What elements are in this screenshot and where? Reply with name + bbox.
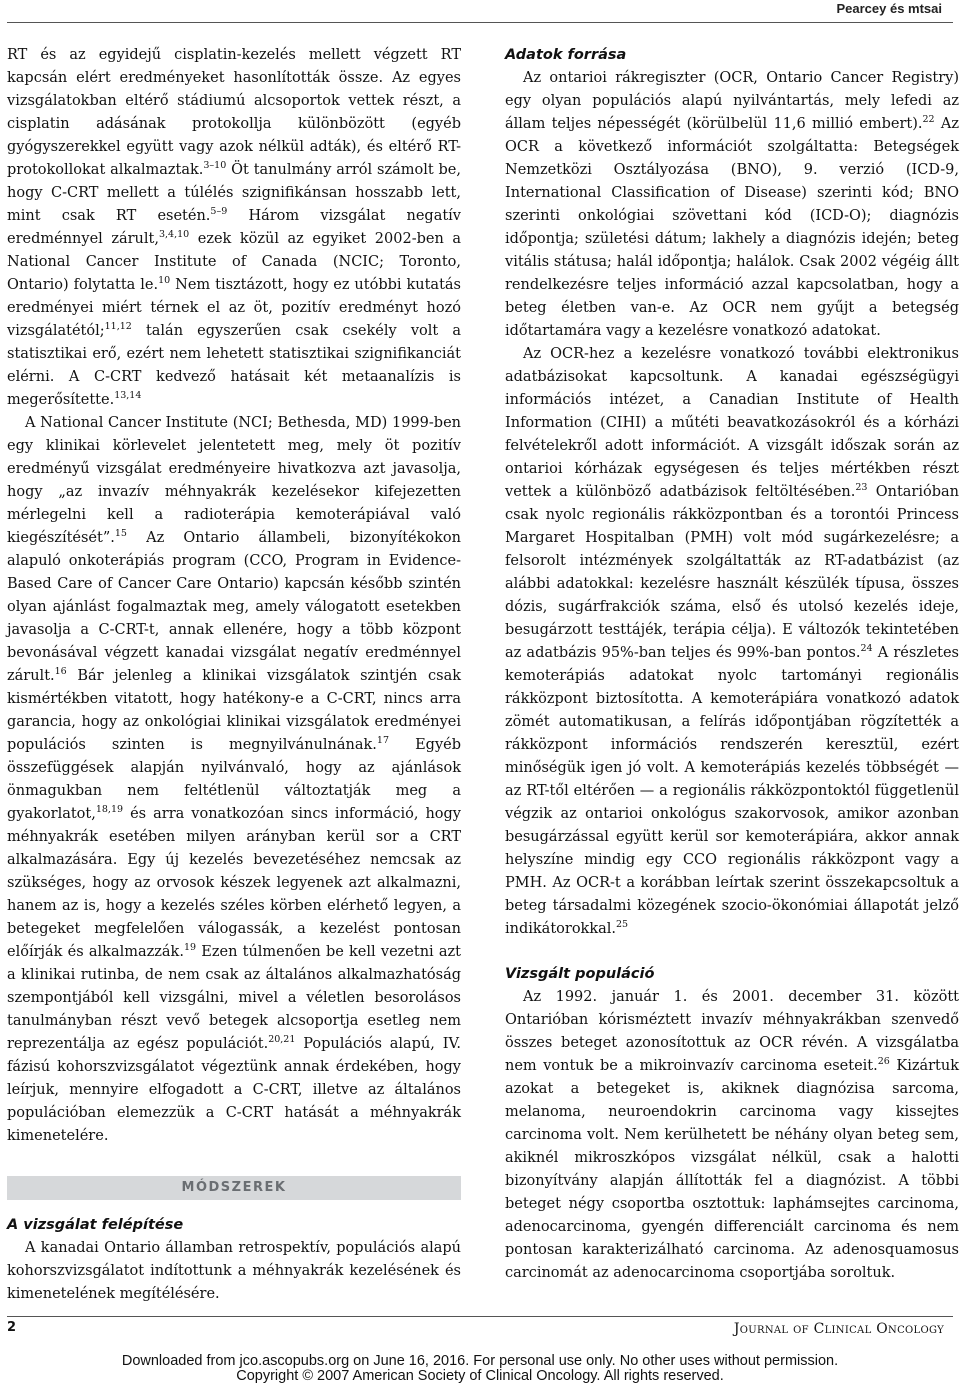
text-run: Nem tisztázott, hogy ez utóbbi kutatás eredményei miért térnek el az öt, pozitív eredményt hozó vizsgálatétól; bbox=[7, 277, 461, 339]
text-run: Három vizsgálat negatív eredménnyel zárult, bbox=[7, 208, 461, 247]
section-banner-methods: MÓDSZEREK bbox=[7, 1176, 461, 1200]
text-run: és arra vonatkozóan sincs információ, hogy méhnyakrák esetében milyen arányban kerül sor a CRT alkalmazására. Egy új kezelés bevezetéséhez nemcsak az szükséges, hogy az orvosok készek legyenek azt alkalmazni, hanem az is, hogy a kezelés széles körben elérhető legyen, a betegeket megfelelően válogassák, a kezelést pontosan előírják és alkalmazzák. bbox=[7, 806, 461, 960]
paragraph-study-design: A kanadai Ontario államban retrospektív, populációs alapú kohorszvizsgálatot indítottunk a méhnyakrák kezelésének és kimenetelének megítélésére. bbox=[7, 1240, 461, 1302]
citation-ref: 23 bbox=[855, 482, 868, 493]
paragraph-data-sources-2 bbox=[505, 343, 959, 941]
text-run: Az Ontario állambeli, bizonyítékokon alapuló onkoterápiás program (CCO, Program in Evidence-Based Care of Cancer Care Ontario) kapcsán később szintén olyan ajánlást fogalmaztak meg, amely válogatott esetekben javasolja a C-CRT-t, annak ellenére, hogy a több központ bevonásával végzett kanadai vizsgálat negatív eredménnyel zárult. bbox=[7, 530, 461, 684]
text-run: Bár jelenleg a klinikai vizsgálatok szintjén csak kismértékben vitatott, hogy hatékony-e a C-CRT, nincs arra garancia, hogy az onkológiai klinikai vizsgálatok eredményei populációs szinten is megnyilvánulnának. bbox=[7, 668, 461, 753]
paragraph-intro-1 bbox=[7, 44, 461, 412]
text-run: Az OCR a következő információt szolgáltatta: Betegségek Nemzetközi Osztályozása (BNO), 9. verzió (ICD-9, International Classification of Disease) szerinti kód; BNO szerinti onkológiai szövettani kód (ICD-O); diagnózis időpontja; születési dátum; lakhely a diagnózis idején; beteg vitális státusa; halál időpontja; halálok. Csak 2002 végéig állt rendelkezésre teljes információ azzal kapcsolatban, hogy a beteg életben van-e. Az OCR nem gyűjt a betegség időtartamára vagy a kezelésre vonatkozó adatokat. bbox=[505, 116, 959, 339]
text-run: ezek közül az egyiket 2002-ben a National Cancer Institute of Canada (NCIC; Toronto, Ontario) folytatta le. bbox=[7, 231, 461, 293]
text-run: Öt tanulmány arról számolt be, hogy C-CRT mellett a túlélés szignifikánsan hosszabb lett, mint csak RT esetén. bbox=[7, 162, 461, 224]
paragraph-intro-2 bbox=[7, 412, 461, 1148]
paragraph-data-sources-1 bbox=[505, 67, 959, 343]
citation-ref: 19 bbox=[183, 942, 197, 953]
text-run: Ezen túlmenően be kell vezetni azt a klinikai rutinba, de nem csak az általános alkalmazhatóság szempontjából kell vizsgálni, mivel a véletlen besorolásos tanulmányban részt vevő betegek alcsoportja esetleg nem reprezentálja az egész populációt. bbox=[7, 944, 461, 1052]
text-run: Az ontarioi rákregiszter (OCR, Ontario Cancer Registry) egy olyan populációs alapú nyilvántartás, mely lefedi az állam teljes népességét (körülbelül 11,6 millió embert). bbox=[505, 70, 959, 132]
citation-ref: 22 bbox=[922, 114, 935, 125]
text-run: Kizártuk azokat a betegeket is, akiknek diagnózisa sarcoma, melanoma, neuroendokrin carcinoma vagy kissejtes carcinoma volt. Nem kerülhetett be néhány olyan beteg sem, akiknél mikroszkópos vizsgálat nélkül, csak a halotti bizonyítvány alapján állították fel a diagnózist. A többi beteget négy csoportba osztottuk: laphámsejtes carcinoma, adenocarcinoma, gyengén differenciált carcinoma és nem pontosan karakterizálható carcinoma. Az adenosquamosus carcinomát az adenocarcinoma csoportjába soroltuk. bbox=[505, 1058, 960, 1281]
header-rule bbox=[7, 22, 953, 23]
running-head: Pearcey és mtsai bbox=[836, 1, 942, 16]
section-heading-study-population: Vizsgált populáció bbox=[505, 966, 655, 982]
text-run: Populációs alapú, IV. fázisú kohorszvizsgálatot végeztünk annak érdekében, hogy leírjuk, mennyire elfogadott a C-CRT, illetve az általános populációban elemezzük a C-CRT hatását a méhnyakrák kimenetelére. bbox=[7, 1036, 461, 1144]
text-run: Egyéb összefüggések alapján nyilvánvaló, hogy az ajánlások önmagukban nem feltétlenül változtatják meg a gyakorlatot, bbox=[7, 737, 462, 822]
text-run: talán egyszerűen csak csekély volt a statisztikai erő, ezért nem lehetett statisztikai szignifikanciát elérni. A C-CRT kedvező hatásait két metaanalízis is megerősítette. bbox=[7, 323, 461, 408]
left-column bbox=[7, 44, 461, 1306]
right-column bbox=[505, 44, 959, 1285]
citation-ref: 13,14 bbox=[114, 390, 142, 401]
text-run: Az 1992. január 1. és 2001. december 31. között Ontarióban kórisméztett invazív méhnyakrákban szenvedő összes beteget azonosítottuk az OCR révén. A vizsgálatba nem vontuk be a mikroinvazív carcinoma eseteit. bbox=[505, 989, 959, 1074]
text-run: Az OCR-hez a kezelésre vonatkozó további elektronikus adatbázisokat kapcsoltunk. A kanadai egészségügyi információs intézet, a Canadian Institute of Health Information (CIHI) a műtéti beavatkozásokról és a kórházi felvételekről adott információt. A vizsgált időszak során az ontarioi kórházak egységesen és teljes mértékben részt vettek a különböző adatbázisok feltöltésében. bbox=[505, 346, 959, 500]
page-number: 2 bbox=[7, 1320, 17, 1335]
citation-ref: 15 bbox=[114, 528, 127, 539]
citation-ref: 18,19 bbox=[95, 804, 124, 815]
citation-ref: 3–10 bbox=[203, 160, 227, 171]
text-run: A National Cancer Institute (NCI; Bethesda, MD) 1999-ben egy klinikai körlevelet jelentetett meg, mely öt pozitív eredményű vizsgálat eredményeire hivatkozva azt javasolja, hogy „az invazív méhnyakrák kezelésekor kifejezetten mérlegelni kell a radioterápia kemoterápiával való kiegészítését”. bbox=[7, 415, 461, 546]
citation-ref: 3,4,10 bbox=[158, 229, 190, 240]
paragraph-study-population bbox=[505, 986, 959, 1285]
journal-name: Journal of Clinical Oncology bbox=[733, 1321, 944, 1337]
citation-ref: 11,12 bbox=[104, 321, 132, 332]
section-heading-data-sources: Adatok forrása bbox=[505, 47, 627, 63]
citation-ref: 20,21 bbox=[268, 1034, 296, 1045]
citation-ref: 26 bbox=[877, 1056, 890, 1067]
citation-ref: 16 bbox=[54, 666, 67, 677]
text-run: Ontarióban csak nyolc regionális rákközpontban és a torontói Princess Margaret Hospitalban (PMH) volt mód sugárkezelésre; a felsorolt intézmények szolgáltatták az RT-adatbázist (az alábbi adatokkal: kezelésre használt készülék típusa, összes dózis, sugárfrakciók száma, első és utolsó kezelés ideje, besugárzott testtájék, terápia célja). E változók tekintetében az adatbázis 95%-ban teljes és 99%-ban pontos. bbox=[505, 484, 959, 661]
citation-ref: 17 bbox=[376, 735, 389, 746]
copyright-notice: Copyright © 2007 American Society of Clinical Oncology. All rights reserved. bbox=[236, 1368, 724, 1384]
download-notice: Downloaded from jco.ascopubs.org on June 16, 2016. For personal use only. No other uses without permission. bbox=[121, 1353, 839, 1369]
citation-ref: 25 bbox=[616, 919, 629, 930]
text-run: RT és az egyidejű cisplatin-kezelés mellett végzett RT kapcsán elért eredményeket hasonlították össze. Az egyes vizsgálatokban eltérő stádiumú alcsoportok vettek részt, a cisplatin adásának protokollja különbözött (egyéb gyógyszerekkel együtt vagy azok nélkül adták), és eltérő RT-protokollokat alkalmaztak. bbox=[7, 47, 461, 178]
citation-ref: 10 bbox=[158, 275, 171, 286]
section-heading-study-design: A vizsgálat felépítése bbox=[7, 1217, 184, 1233]
citation-ref: 24 bbox=[860, 643, 873, 654]
citation-ref: 5–9 bbox=[210, 206, 228, 217]
footer-rule bbox=[7, 1316, 953, 1317]
text-run: A részletes kemoterápiás adatokat nyolc tartományi regionális rákközpont biztosította. A kemoterápiára vonatkozó adatok zömét automatikusan, a felírás időpontjában rögzítették a rákközpont információs rendszerén keresztül, ezért minőségük igen jó volt. A kemoterápiás kezelés többségét — az RT-től eltérően — a regionális rákközpontoktól függetlenül végzik az ontarioi onkológus szakorvosok, amikor azonban besugárzással együtt kerül sor kemoterápiára, akkor annak helyszíne mindig egy CCO regionális rákközpont vagy a PMH. Az OCR-t a korábban leírtak szerint összekapcsoltuk a beteg társadalmi közegének szocio-ökonómiai állapotát jelző indikátorokkal. bbox=[505, 645, 960, 937]
